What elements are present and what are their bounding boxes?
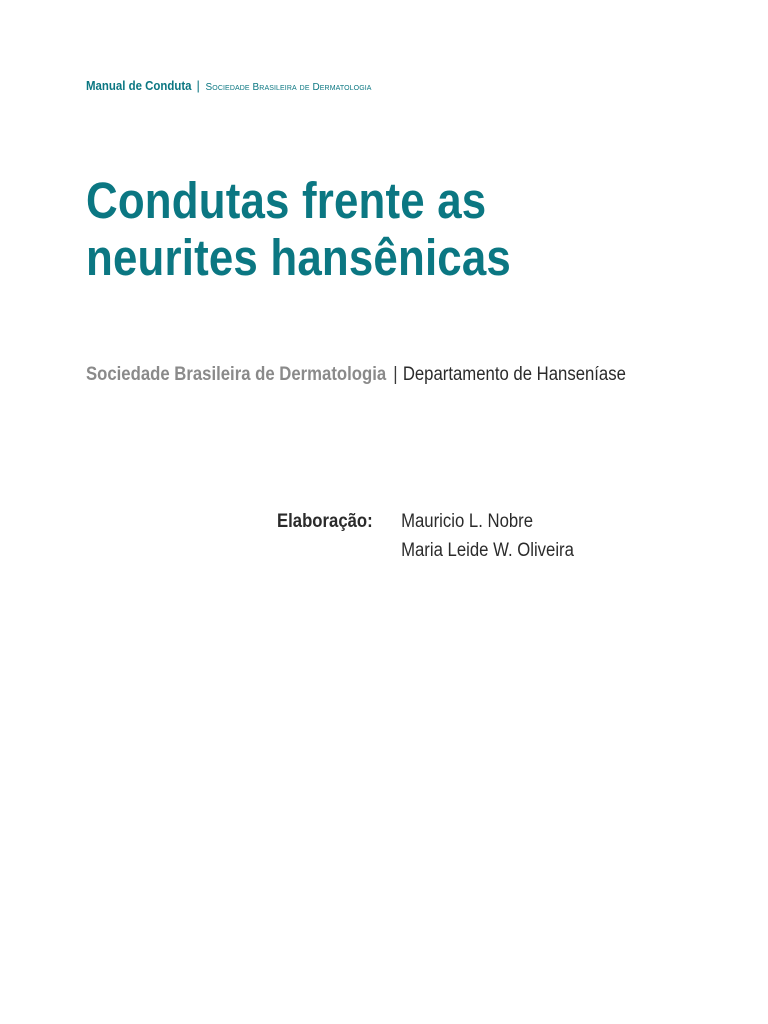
affiliation-line	[86, 362, 626, 388]
header-separator: |	[196, 78, 200, 93]
author-name: Mauricio L. Nobre	[401, 511, 534, 532]
credits-label: Elaboração:	[277, 511, 373, 532]
author-name: Maria Leide W. Oliveira	[401, 540, 574, 561]
credits-block	[277, 507, 574, 565]
series-title: Manual de Conduta	[86, 78, 192, 93]
affiliation-separator: |	[393, 364, 398, 385]
running-header	[86, 77, 372, 97]
author-list	[401, 507, 574, 565]
document-title: Condutas frente as neurites hansênicas	[86, 172, 512, 286]
department-name: Departamento de Hanseníase	[402, 364, 626, 385]
header-organization: Sociedade Brasileira de Dermatologia	[205, 82, 372, 93]
society-name: Sociedade Brasileira de Dermatologia	[86, 364, 387, 385]
